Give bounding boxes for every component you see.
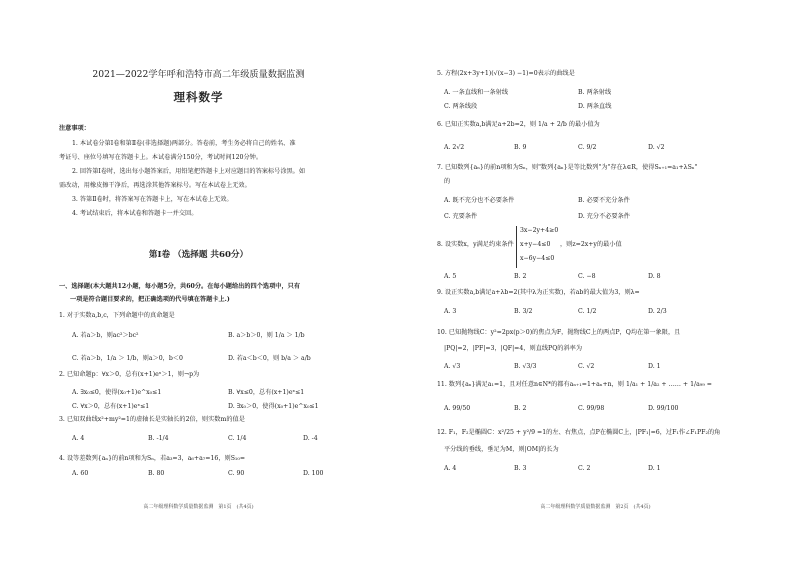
option-d: D. √2	[648, 144, 665, 151]
option-c: C. 2	[578, 465, 591, 472]
option-d: D. 2/3	[648, 308, 667, 315]
question-1: 1. 对于实数a,b,c，下列命题中的真命题是	[59, 312, 175, 319]
option-b: B. 2	[514, 273, 527, 280]
exam-title: 2021—2022学年呼和浩特市高二年级质量数据监测	[92, 69, 305, 80]
option-a: A. 既不充分也不必要条件	[444, 197, 515, 204]
question-12-cont: 平分线的垂线，垂足为M，则|OM|的长为	[444, 446, 559, 453]
constraint: x+y−4≤0	[520, 241, 551, 248]
option-b: B. 80	[148, 470, 165, 477]
page-footer: 高二年级理科数学质量数据监测 第1页 (共4页)	[143, 504, 254, 510]
option-a: A. 4	[72, 435, 85, 442]
notice-line: 3. 答第Ⅱ卷时，将答案写在答题卡上，写在本试卷上无效。	[72, 196, 233, 203]
notice-line: 4. 考试结束后，将本试卷和答题卡一并交回。	[72, 210, 198, 217]
option-a: A. 若a＞b，则ac²＞bc²	[72, 332, 139, 339]
option-c: C. √2	[578, 363, 595, 370]
notice-line: 考证号、座位号填写在答题卡上。本试卷满分150分，考试时间120分钟。	[59, 154, 263, 161]
constraint: x−6y−4≤0	[520, 255, 555, 262]
option-a: A. √3	[444, 363, 461, 370]
question-5: 5. 方程(2x+3y+1)(√(x−3) −1)=0表示的曲线是	[437, 70, 575, 77]
option-b: B. 两条射线	[578, 89, 612, 96]
question-11: 11. 数列{aₙ}满足a₁=1，且对任意n∈N*的都有aₙ₊₁=1+aₙ+n，则 1/a₁ + 1/a₂ + …… + 1/a₉₉ =	[437, 381, 712, 388]
question-7-cont: 的	[444, 178, 451, 185]
option-c: C. ∀x＞0，总有(x+1)eˣ≤1	[72, 403, 150, 410]
question-12: 12. F₁，F₂是椭圆C：x²/25 + y²/9 =1的左、右焦点，点P在椭圆C上，|PF₁|=6，过F₁作∠F₁PF₂的角	[437, 429, 721, 436]
system-brace	[516, 226, 517, 268]
option-c: C. 9/2	[578, 144, 597, 151]
option-d: D. 99/100	[648, 405, 679, 412]
option-c: C. 1/2	[578, 308, 597, 315]
option-c: C. 两条线段	[444, 103, 478, 110]
question-8: 8. 设实数x，y满足约束条件	[437, 241, 514, 248]
option-c: C. 90	[228, 470, 245, 477]
notice-line: 2. 回答第Ⅰ卷时，选出每小题答案后，用铅笔把答题卡上对应题目的答案标号涂黑。如	[72, 168, 306, 175]
option-b: B. √3/3	[514, 363, 537, 370]
exam-subtitle: 理科数学	[173, 90, 224, 104]
option-a: A. 99/50	[444, 405, 471, 412]
notice-line: 需改动，用橡皮擦干净后，再选涂其他答案标号。写在本试卷上无效。	[59, 182, 251, 189]
option-c: C. 若a＞b，1/a ＞ 1/b，则a＞0，b＜0	[72, 355, 183, 362]
option-c: C. 充要条件	[444, 213, 478, 220]
instructions: 一项是符合题目要求的，把正确选项的代号填在答题卡上.)	[70, 296, 230, 303]
option-b: B. 3/2	[514, 308, 533, 315]
constraint: 3x−2y+4≥0	[520, 227, 559, 234]
option-d: D. 1	[648, 363, 661, 370]
option-c: C. 99/98	[578, 405, 605, 412]
option-d: D. 1	[648, 465, 661, 472]
option-b: B. a＞b＞0，则 1/a ＞ 1/b	[228, 332, 305, 339]
question-9: 9. 设正实数a,b满足a+λb=2(其中λ为正实数)，若ab的最大值为3，则λ=	[437, 289, 640, 296]
option-d: D. 若a＜b＜0，则 b/a ＞ a/b	[228, 355, 311, 362]
option-d: D. 100	[303, 470, 324, 477]
option-b: B. ∀x≤0，总有(x+1)eˣ≤1	[228, 389, 305, 396]
instructions: 一、选择题(本大题共12小题，每小题5分，共60分。在每小题给出的四个选项中，只有	[59, 283, 301, 290]
question-4: 4. 设等差数列{aₙ}的前n项和为Sₙ，若a₃=3，a₆+a₇=16，则S₁₀=	[59, 455, 246, 462]
option-a: A. 3	[444, 308, 457, 315]
option-a: A. 一条直线和一条射线	[444, 89, 509, 96]
question-3: 3. 已知双曲线x²+my²=1的虚轴长是实轴长的2倍，则实数m的值是	[59, 416, 245, 423]
option-b: B. 3	[514, 465, 527, 472]
option-d: D. 充分不必要条件	[578, 213, 630, 220]
notice-heading: 注意事项：	[59, 125, 90, 132]
option-c: C. −8	[578, 273, 596, 280]
option-b: B. 2	[514, 405, 527, 412]
question-10: 10. 已知抛物线C：y²=2px(p＞0)的焦点为F，抛物线C上的两点P，Q均在第一象限，且	[437, 329, 681, 336]
option-a: A. 5	[444, 273, 457, 280]
option-a: A. 60	[72, 470, 89, 477]
option-c: C. 1/4	[228, 435, 247, 442]
page-footer: 高二年级理科数学质量数据监测 第2页 (共4页)	[540, 504, 651, 510]
option-a: A. 4	[444, 465, 457, 472]
option-a: A. 2√2	[444, 144, 465, 151]
option-d: D. ∃x₀＞0，使得(x₀+1)e^x₀≤1	[228, 403, 319, 410]
option-b: B. -1/4	[148, 435, 169, 442]
option-d: D. 两条直线	[578, 103, 612, 110]
option-d: D. -4	[303, 435, 318, 442]
question-10-cont: |PQ|=2，|PF|=3，|QF|=4，则直线PQ的斜率为	[444, 345, 583, 352]
question-7: 7. 已知数列{aₙ}的前n项和为Sₙ，则"数列{aₙ}是等比数列"为"存在λ∈R，使得Sₙ₊₁=a₁+λSₙ"	[437, 164, 698, 171]
question-8-tail: ，则z=2x+y的最小值	[560, 241, 622, 248]
option-d: D. 8	[648, 273, 661, 280]
section-title: 第Ⅰ卷 （选择题 共60分）	[148, 250, 249, 260]
question-6: 6. 已知正实数a,b满足a+2b=2，则 1/a + 2/b 的最小值为	[437, 121, 600, 128]
question-2: 2. 已知命题p：∀x＞0，总有(x+1)eˣ＞1，则¬p为	[59, 371, 200, 378]
option-a: A. ∃x₀≤0，使得(x₀+1)e^x₀≤1	[72, 389, 162, 396]
option-b: B. 9	[514, 144, 527, 151]
option-b: B. 必要不充分条件	[578, 197, 630, 204]
notice-line: 1. 本试卷分第Ⅰ卷和第Ⅱ卷(非选择题)两部分。答卷前，考生务必将自己的姓名、准	[72, 140, 296, 147]
right-page	[397, 0, 794, 561]
